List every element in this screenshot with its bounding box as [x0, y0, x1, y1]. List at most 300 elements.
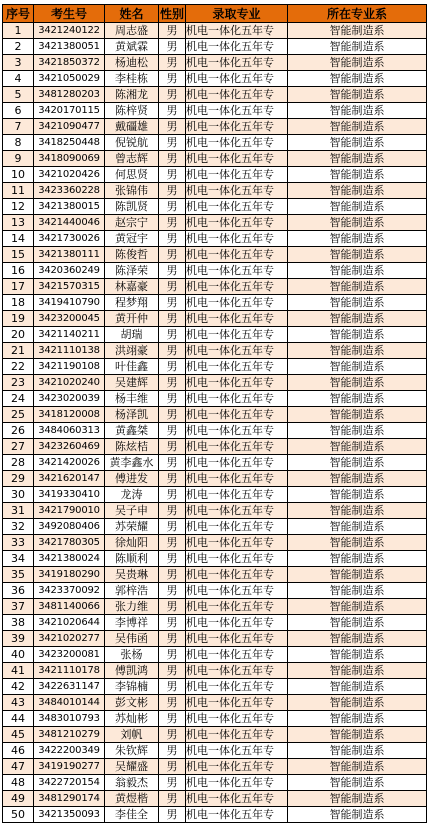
- cell-sex[interactable]: 男: [159, 647, 186, 663]
- cell-department[interactable]: 智能制造系: [288, 295, 427, 311]
- cell-exam-id[interactable]: 3419330410: [34, 487, 105, 503]
- cell-exam-id[interactable]: 3492080406: [34, 519, 105, 535]
- cell-exam-id[interactable]: 3484010144: [34, 695, 105, 711]
- cell-department[interactable]: 智能制造系: [288, 135, 427, 151]
- cell-department[interactable]: 智能制造系: [288, 87, 427, 103]
- cell-sex[interactable]: 男: [159, 695, 186, 711]
- cell-major[interactable]: 机电一体化五年专: [186, 311, 288, 327]
- cell-seq[interactable]: 9: [3, 151, 34, 167]
- cell-major[interactable]: 机电一体化五年专: [186, 39, 288, 55]
- cell-seq[interactable]: 22: [3, 359, 34, 375]
- cell-sex[interactable]: 男: [159, 23, 186, 39]
- cell-department[interactable]: 智能制造系: [288, 151, 427, 167]
- cell-major[interactable]: 机电一体化五年专: [186, 215, 288, 231]
- cell-exam-id[interactable]: 3419190277: [34, 759, 105, 775]
- cell-sex[interactable]: 男: [159, 407, 186, 423]
- cell-seq[interactable]: 27: [3, 439, 34, 455]
- cell-sex[interactable]: 男: [159, 311, 186, 327]
- table-row[interactable]: [3, 647, 427, 663]
- cell-name[interactable]: 张锦伟: [105, 183, 159, 199]
- table-row[interactable]: [3, 551, 427, 567]
- header-major[interactable]: 录取专业: [186, 5, 288, 23]
- cell-department[interactable]: 智能制造系: [288, 599, 427, 615]
- cell-name[interactable]: 陈泽荣: [105, 263, 159, 279]
- cell-major[interactable]: 机电一体化五年专: [186, 231, 288, 247]
- cell-sex[interactable]: 男: [159, 359, 186, 375]
- cell-major[interactable]: 机电一体化五年专: [186, 647, 288, 663]
- table-row[interactable]: [3, 23, 427, 39]
- cell-department[interactable]: 智能制造系: [288, 775, 427, 791]
- table-row[interactable]: [3, 295, 427, 311]
- table-row[interactable]: [3, 807, 427, 823]
- cell-major[interactable]: 机电一体化五年专: [186, 279, 288, 295]
- cell-major[interactable]: 机电一体化五年专: [186, 583, 288, 599]
- cell-department[interactable]: 智能制造系: [288, 39, 427, 55]
- cell-name[interactable]: 赵宗宁: [105, 215, 159, 231]
- table-row[interactable]: [3, 215, 427, 231]
- cell-sex[interactable]: 男: [159, 55, 186, 71]
- cell-seq[interactable]: 10: [3, 167, 34, 183]
- cell-exam-id[interactable]: 3421440046: [34, 215, 105, 231]
- cell-major[interactable]: 机电一体化五年专: [186, 503, 288, 519]
- cell-department[interactable]: 智能制造系: [288, 247, 427, 263]
- cell-exam-id[interactable]: 3420170115: [34, 103, 105, 119]
- cell-name[interactable]: 陈湘龙: [105, 87, 159, 103]
- cell-sex[interactable]: 男: [159, 519, 186, 535]
- cell-exam-id[interactable]: 3421020240: [34, 375, 105, 391]
- table-row[interactable]: [3, 583, 427, 599]
- cell-seq[interactable]: 36: [3, 583, 34, 599]
- cell-seq[interactable]: 33: [3, 535, 34, 551]
- cell-major[interactable]: 机电一体化五年专: [186, 391, 288, 407]
- cell-department[interactable]: 智能制造系: [288, 583, 427, 599]
- cell-department[interactable]: 智能制造系: [288, 407, 427, 423]
- cell-department[interactable]: 智能制造系: [288, 423, 427, 439]
- cell-department[interactable]: 智能制造系: [288, 791, 427, 807]
- cell-exam-id[interactable]: 3421240122: [34, 23, 105, 39]
- cell-name[interactable]: 李博祥: [105, 615, 159, 631]
- cell-major[interactable]: 机电一体化五年专: [186, 359, 288, 375]
- cell-sex[interactable]: 男: [159, 215, 186, 231]
- table-row[interactable]: [3, 727, 427, 743]
- cell-seq[interactable]: 28: [3, 455, 34, 471]
- cell-sex[interactable]: 男: [159, 471, 186, 487]
- cell-sex[interactable]: 男: [159, 679, 186, 695]
- cell-seq[interactable]: 12: [3, 199, 34, 215]
- table-row[interactable]: [3, 615, 427, 631]
- cell-major[interactable]: 机电一体化五年专: [186, 119, 288, 135]
- cell-department[interactable]: 智能制造系: [288, 535, 427, 551]
- cell-seq[interactable]: 32: [3, 519, 34, 535]
- cell-name[interactable]: 张力维: [105, 599, 159, 615]
- cell-department[interactable]: 智能制造系: [288, 279, 427, 295]
- cell-exam-id[interactable]: 3421420026: [34, 455, 105, 471]
- cell-department[interactable]: 智能制造系: [288, 231, 427, 247]
- cell-exam-id[interactable]: 3421380024: [34, 551, 105, 567]
- cell-name[interactable]: 曾志辉: [105, 151, 159, 167]
- table-row[interactable]: [3, 327, 427, 343]
- header-department[interactable]: 所在专业系: [288, 5, 427, 23]
- cell-major[interactable]: 机电一体化五年专: [186, 295, 288, 311]
- cell-seq[interactable]: 14: [3, 231, 34, 247]
- cell-sex[interactable]: 男: [159, 663, 186, 679]
- cell-name[interactable]: 何思贤: [105, 167, 159, 183]
- cell-name[interactable]: 李锦楠: [105, 679, 159, 695]
- table-row[interactable]: [3, 711, 427, 727]
- cell-exam-id[interactable]: 3481140066: [34, 599, 105, 615]
- cell-seq[interactable]: 17: [3, 279, 34, 295]
- cell-department[interactable]: 智能制造系: [288, 471, 427, 487]
- table-row[interactable]: [3, 391, 427, 407]
- table-row[interactable]: [3, 183, 427, 199]
- cell-major[interactable]: 机电一体化五年专: [186, 679, 288, 695]
- cell-department[interactable]: 智能制造系: [288, 103, 427, 119]
- cell-name[interactable]: 林嘉豪: [105, 279, 159, 295]
- cell-seq[interactable]: 41: [3, 663, 34, 679]
- cell-sex[interactable]: 男: [159, 327, 186, 343]
- cell-exam-id[interactable]: 3421380015: [34, 199, 105, 215]
- cell-department[interactable]: 智能制造系: [288, 743, 427, 759]
- table-row[interactable]: [3, 359, 427, 375]
- cell-name[interactable]: 傅凯鸿: [105, 663, 159, 679]
- cell-name[interactable]: 李佳全: [105, 807, 159, 823]
- cell-seq[interactable]: 47: [3, 759, 34, 775]
- header-seq[interactable]: 序号: [3, 5, 34, 23]
- cell-major[interactable]: 机电一体化五年专: [186, 615, 288, 631]
- table-row[interactable]: [3, 455, 427, 471]
- table-row[interactable]: [3, 311, 427, 327]
- cell-department[interactable]: 智能制造系: [288, 647, 427, 663]
- table-row[interactable]: [3, 759, 427, 775]
- table-row[interactable]: [3, 599, 427, 615]
- cell-sex[interactable]: 男: [159, 87, 186, 103]
- cell-sex[interactable]: 男: [159, 775, 186, 791]
- cell-sex[interactable]: 男: [159, 391, 186, 407]
- cell-name[interactable]: 黄李鑫水: [105, 455, 159, 471]
- cell-sex[interactable]: 男: [159, 39, 186, 55]
- cell-seq[interactable]: 25: [3, 407, 34, 423]
- cell-sex[interactable]: 男: [159, 151, 186, 167]
- table-row[interactable]: [3, 519, 427, 535]
- cell-name[interactable]: 杨丰维: [105, 391, 159, 407]
- cell-name[interactable]: 陈俊哲: [105, 247, 159, 263]
- cell-department[interactable]: 智能制造系: [288, 551, 427, 567]
- cell-seq[interactable]: 50: [3, 807, 34, 823]
- cell-name[interactable]: 洪翊豪: [105, 343, 159, 359]
- cell-seq[interactable]: 38: [3, 615, 34, 631]
- table-row[interactable]: [3, 39, 427, 55]
- cell-department[interactable]: 智能制造系: [288, 375, 427, 391]
- header-sex[interactable]: 性别: [159, 6, 184, 21]
- cell-department[interactable]: 智能制造系: [288, 727, 427, 743]
- cell-seq[interactable]: 30: [3, 487, 34, 503]
- cell-major[interactable]: 机电一体化五年专: [186, 599, 288, 615]
- cell-name[interactable]: 倪锐航: [105, 135, 159, 151]
- cell-exam-id[interactable]: 3422200349: [34, 743, 105, 759]
- cell-exam-id[interactable]: 3481290174: [34, 791, 105, 807]
- cell-department[interactable]: 智能制造系: [288, 519, 427, 535]
- cell-department[interactable]: 智能制造系: [288, 183, 427, 199]
- cell-exam-id[interactable]: 3419410790: [34, 295, 105, 311]
- cell-name[interactable]: 周志盛: [105, 23, 159, 39]
- cell-exam-id[interactable]: 3484060313: [34, 423, 105, 439]
- cell-seq[interactable]: 49: [3, 791, 34, 807]
- cell-department[interactable]: 智能制造系: [288, 711, 427, 727]
- cell-major[interactable]: 机电一体化五年专: [186, 23, 288, 39]
- table-row[interactable]: [3, 71, 427, 87]
- cell-name[interactable]: 吴耀盛: [105, 759, 159, 775]
- cell-sex[interactable]: 男: [159, 567, 186, 583]
- cell-major[interactable]: 机电一体化五年专: [186, 535, 288, 551]
- cell-exam-id[interactable]: 3421850372: [34, 55, 105, 71]
- table-row[interactable]: [3, 663, 427, 679]
- table-row[interactable]: [3, 679, 427, 695]
- cell-exam-id[interactable]: 3421110138: [34, 343, 105, 359]
- cell-exam-id[interactable]: 3418250448: [34, 135, 105, 151]
- cell-name[interactable]: 叶佳鑫: [105, 359, 159, 375]
- cell-exam-id[interactable]: 3423370092: [34, 583, 105, 599]
- cell-department[interactable]: 智能制造系: [288, 23, 427, 39]
- cell-seq[interactable]: 6: [3, 103, 34, 119]
- cell-sex[interactable]: 男: [159, 375, 186, 391]
- table-row[interactable]: [3, 343, 427, 359]
- cell-seq[interactable]: 20: [3, 327, 34, 343]
- cell-sex[interactable]: 男: [159, 71, 186, 87]
- cell-exam-id[interactable]: 3423260469: [34, 439, 105, 455]
- cell-name[interactable]: 黄开仲: [105, 311, 159, 327]
- cell-exam-id[interactable]: 3419180290: [34, 567, 105, 583]
- cell-exam-id[interactable]: 3423200045: [34, 311, 105, 327]
- cell-sex[interactable]: 男: [159, 263, 186, 279]
- cell-department[interactable]: 智能制造系: [288, 503, 427, 519]
- cell-department[interactable]: 智能制造系: [288, 55, 427, 71]
- cell-seq[interactable]: 26: [3, 423, 34, 439]
- table-row[interactable]: [3, 503, 427, 519]
- cell-sex[interactable]: 男: [159, 535, 186, 551]
- cell-exam-id[interactable]: 3421020426: [34, 167, 105, 183]
- cell-exam-id[interactable]: 3421140211: [34, 327, 105, 343]
- cell-major[interactable]: 机电一体化五年专: [186, 519, 288, 535]
- cell-seq[interactable]: 18: [3, 295, 34, 311]
- cell-sex[interactable]: 男: [159, 599, 186, 615]
- cell-department[interactable]: 智能制造系: [288, 663, 427, 679]
- table-row[interactable]: [3, 375, 427, 391]
- cell-major[interactable]: 机电一体化五年专: [186, 807, 288, 823]
- cell-seq[interactable]: 40: [3, 647, 34, 663]
- cell-sex[interactable]: 男: [159, 247, 186, 263]
- cell-exam-id[interactable]: 3423200081: [34, 647, 105, 663]
- table-row[interactable]: [3, 119, 427, 135]
- cell-name[interactable]: 吴子申: [105, 503, 159, 519]
- cell-name[interactable]: 刘帆: [105, 727, 159, 743]
- cell-major[interactable]: 机电一体化五年专: [186, 375, 288, 391]
- cell-department[interactable]: 智能制造系: [288, 391, 427, 407]
- cell-name[interactable]: 吴伟函: [105, 631, 159, 647]
- cell-exam-id[interactable]: 3420360249: [34, 263, 105, 279]
- table-row[interactable]: [3, 791, 427, 807]
- cell-seq[interactable]: 29: [3, 471, 34, 487]
- cell-seq[interactable]: 21: [3, 343, 34, 359]
- cell-seq[interactable]: 37: [3, 599, 34, 615]
- cell-exam-id[interactable]: 3418120008: [34, 407, 105, 423]
- cell-department[interactable]: 智能制造系: [288, 167, 427, 183]
- cell-name[interactable]: 朱钦辉: [105, 743, 159, 759]
- cell-sex[interactable]: 男: [159, 807, 186, 823]
- table-row[interactable]: [3, 695, 427, 711]
- cell-sex[interactable]: 男: [159, 503, 186, 519]
- cell-major[interactable]: 机电一体化五年专: [186, 263, 288, 279]
- cell-major[interactable]: 机电一体化五年专: [186, 711, 288, 727]
- cell-name[interactable]: 龙涛: [105, 487, 159, 503]
- cell-department[interactable]: 智能制造系: [288, 759, 427, 775]
- cell-department[interactable]: 智能制造系: [288, 119, 427, 135]
- cell-seq[interactable]: 35: [3, 567, 34, 583]
- cell-sex[interactable]: 男: [159, 183, 186, 199]
- cell-sex[interactable]: 男: [159, 759, 186, 775]
- cell-name[interactable]: 吴建辉: [105, 375, 159, 391]
- cell-exam-id[interactable]: 3422720154: [34, 775, 105, 791]
- table-row[interactable]: [3, 279, 427, 295]
- cell-seq[interactable]: 16: [3, 263, 34, 279]
- cell-major[interactable]: 机电一体化五年专: [186, 327, 288, 343]
- cell-department[interactable]: 智能制造系: [288, 695, 427, 711]
- cell-exam-id[interactable]: 3421380111: [34, 247, 105, 263]
- cell-major[interactable]: 机电一体化五年专: [186, 567, 288, 583]
- table-row[interactable]: [3, 167, 427, 183]
- cell-name[interactable]: 苏灿彬: [105, 711, 159, 727]
- cell-major[interactable]: 机电一体化五年专: [186, 695, 288, 711]
- cell-exam-id[interactable]: 3421780305: [34, 535, 105, 551]
- cell-major[interactable]: 机电一体化五年专: [186, 439, 288, 455]
- cell-name[interactable]: 李桂栋: [105, 71, 159, 87]
- cell-name[interactable]: 黄鑫桀: [105, 423, 159, 439]
- cell-exam-id[interactable]: 3421020644: [34, 615, 105, 631]
- table-row[interactable]: [3, 535, 427, 551]
- cell-major[interactable]: 机电一体化五年专: [186, 183, 288, 199]
- cell-exam-id[interactable]: 3421190108: [34, 359, 105, 375]
- cell-seq[interactable]: 1: [3, 23, 34, 39]
- cell-department[interactable]: 智能制造系: [288, 679, 427, 695]
- cell-exam-id[interactable]: 3421350093: [34, 807, 105, 823]
- cell-exam-id[interactable]: 3423020039: [34, 391, 105, 407]
- cell-name[interactable]: 戴礓雄: [105, 119, 159, 135]
- cell-exam-id[interactable]: 3421050029: [34, 71, 105, 87]
- cell-major[interactable]: 机电一体化五年专: [186, 247, 288, 263]
- cell-department[interactable]: 智能制造系: [288, 631, 427, 647]
- cell-exam-id[interactable]: 3421790010: [34, 503, 105, 519]
- cell-exam-id[interactable]: 3481280203: [34, 87, 105, 103]
- cell-major[interactable]: 机电一体化五年专: [186, 663, 288, 679]
- cell-seq[interactable]: 11: [3, 183, 34, 199]
- cell-name[interactable]: 陈炫桔: [105, 439, 159, 455]
- cell-sex[interactable]: 男: [159, 727, 186, 743]
- table-row[interactable]: [3, 743, 427, 759]
- cell-department[interactable]: 智能制造系: [288, 215, 427, 231]
- cell-seq[interactable]: 13: [3, 215, 34, 231]
- cell-major[interactable]: 机电一体化五年专: [186, 135, 288, 151]
- cell-name[interactable]: 徐灿阳: [105, 535, 159, 551]
- cell-sex[interactable]: 男: [159, 631, 186, 647]
- cell-name[interactable]: 傅进发: [105, 471, 159, 487]
- cell-seq[interactable]: 19: [3, 311, 34, 327]
- cell-name[interactable]: 陈顺利: [105, 551, 159, 567]
- table-row[interactable]: [3, 423, 427, 439]
- cell-sex[interactable]: 男: [159, 103, 186, 119]
- cell-seq[interactable]: 3: [3, 55, 34, 71]
- cell-department[interactable]: 智能制造系: [288, 311, 427, 327]
- cell-name[interactable]: 郭梓浩: [105, 583, 159, 599]
- cell-sex[interactable]: 男: [159, 743, 186, 759]
- cell-seq[interactable]: 8: [3, 135, 34, 151]
- cell-name[interactable]: 陈梓贤: [105, 103, 159, 119]
- cell-major[interactable]: 机电一体化五年专: [186, 727, 288, 743]
- header-name[interactable]: 姓名: [105, 5, 159, 23]
- cell-department[interactable]: 智能制造系: [288, 343, 427, 359]
- cell-sex[interactable]: 男: [159, 711, 186, 727]
- cell-seq[interactable]: 42: [3, 679, 34, 695]
- cell-seq[interactable]: 7: [3, 119, 34, 135]
- cell-department[interactable]: 智能制造系: [288, 567, 427, 583]
- cell-seq[interactable]: 23: [3, 375, 34, 391]
- cell-sex[interactable]: 男: [159, 167, 186, 183]
- table-row[interactable]: [3, 87, 427, 103]
- cell-exam-id[interactable]: 3421090477: [34, 119, 105, 135]
- cell-department[interactable]: 智能制造系: [288, 263, 427, 279]
- cell-major[interactable]: 机电一体化五年专: [186, 423, 288, 439]
- cell-name[interactable]: 陈凯贤: [105, 199, 159, 215]
- cell-seq[interactable]: 43: [3, 695, 34, 711]
- table-row[interactable]: [3, 231, 427, 247]
- cell-sex[interactable]: 男: [159, 423, 186, 439]
- cell-exam-id[interactable]: 3418090069: [34, 151, 105, 167]
- cell-department[interactable]: 智能制造系: [288, 71, 427, 87]
- cell-sex[interactable]: 男: [159, 295, 186, 311]
- table-row[interactable]: [3, 487, 427, 503]
- cell-seq[interactable]: 45: [3, 727, 34, 743]
- cell-sex[interactable]: 男: [159, 583, 186, 599]
- cell-sex[interactable]: 男: [159, 487, 186, 503]
- cell-name[interactable]: 杨迪松: [105, 55, 159, 71]
- cell-exam-id[interactable]: 3421380051: [34, 39, 105, 55]
- table-row[interactable]: [3, 55, 427, 71]
- cell-major[interactable]: 机电一体化五年专: [186, 551, 288, 567]
- cell-major[interactable]: 机电一体化五年专: [186, 343, 288, 359]
- cell-seq[interactable]: 5: [3, 87, 34, 103]
- cell-major[interactable]: 机电一体化五年专: [186, 759, 288, 775]
- table-row[interactable]: [3, 439, 427, 455]
- cell-exam-id[interactable]: 3483010793: [34, 711, 105, 727]
- cell-name[interactable]: 黄冠宇: [105, 231, 159, 247]
- cell-department[interactable]: 智能制造系: [288, 439, 427, 455]
- table-row[interactable]: [3, 151, 427, 167]
- cell-major[interactable]: 机电一体化五年专: [186, 775, 288, 791]
- cell-name[interactable]: 翁毅杰: [105, 775, 159, 791]
- table-row[interactable]: [3, 135, 427, 151]
- cell-sex[interactable]: 男: [159, 343, 186, 359]
- cell-sex[interactable]: 男: [159, 551, 186, 567]
- table-row[interactable]: [3, 247, 427, 263]
- cell-department[interactable]: 智能制造系: [288, 359, 427, 375]
- cell-sex[interactable]: 男: [159, 135, 186, 151]
- cell-major[interactable]: 机电一体化五年专: [186, 103, 288, 119]
- cell-exam-id[interactable]: 3421730026: [34, 231, 105, 247]
- cell-name[interactable]: 彭文彬: [105, 695, 159, 711]
- cell-name[interactable]: 程梦翔: [105, 295, 159, 311]
- cell-seq[interactable]: 39: [3, 631, 34, 647]
- cell-sex[interactable]: 男: [159, 791, 186, 807]
- table-row[interactable]: [3, 471, 427, 487]
- cell-department[interactable]: 智能制造系: [288, 455, 427, 471]
